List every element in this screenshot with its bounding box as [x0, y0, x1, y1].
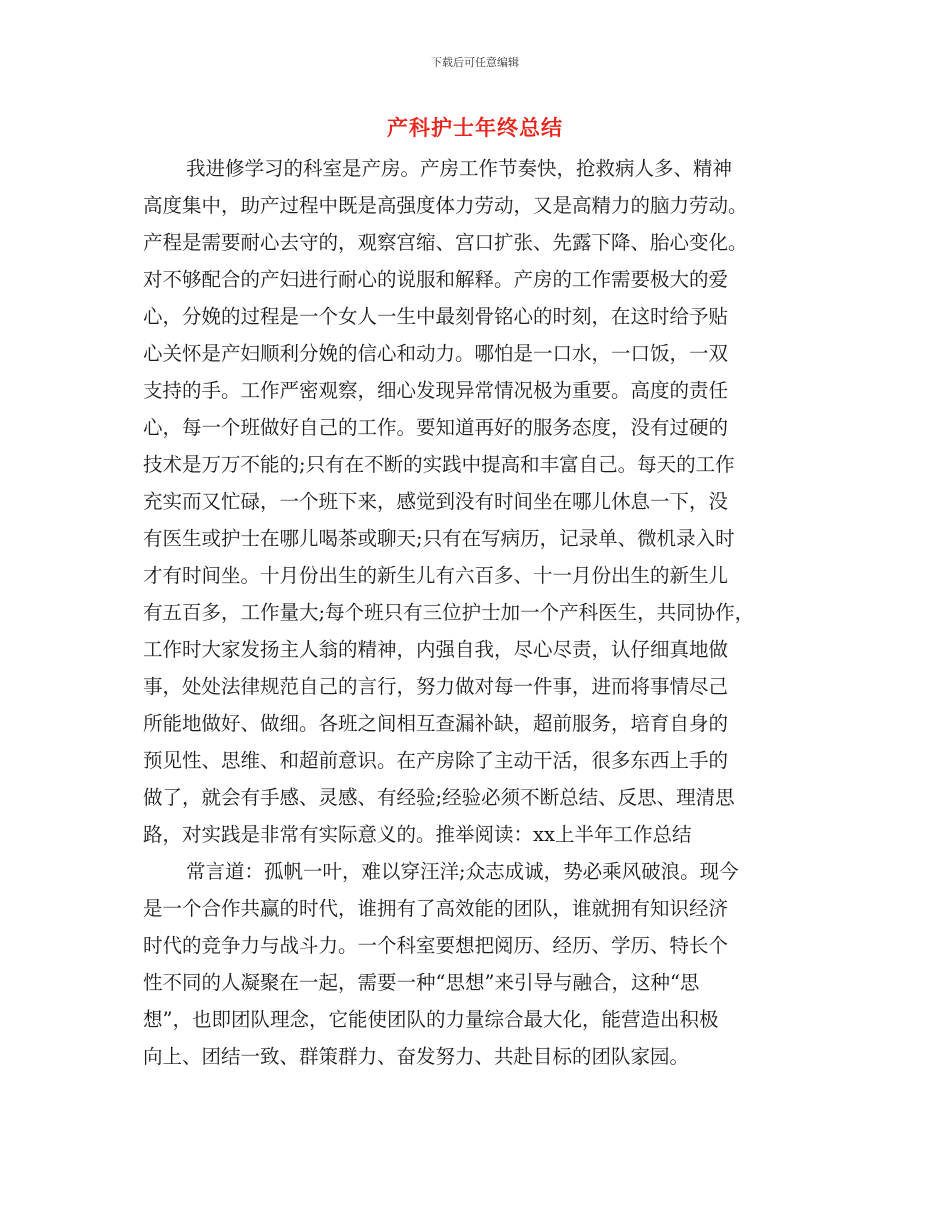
text-line: 时代的竞争力与战斗力。一个科室要想把阅历、经历、学历、特长个 — [143, 934, 729, 957]
text-line: 充实而又忙碌，一个班下来，感觉到没有时间坐在哪儿休息一下，没 — [143, 490, 729, 513]
text-line: 产程是需要耐心去守的，观察宫缩、宫口扩张、先露下降、胎心变化。 — [143, 231, 748, 254]
text-line: 高度集中，助产过程中既是高强度体力劳动，又是高精力的脑力劳动。 — [143, 194, 748, 217]
text-line: 路，对实践是非常有实际意义的。推举阅读：xx上半年工作总结 — [143, 823, 692, 846]
page-header-note: 下载后可任意编辑 — [431, 56, 519, 69]
text-line: 工作时大家发扬主人翁的精神，内强自我，尽心尽责，认仔细真地做 — [143, 638, 729, 661]
text-line: 事，处处法律规范自己的言行，努力做对每一件事，进而将事情尽己 — [143, 675, 729, 698]
text-line: 心关怀是产妇顺利分娩的信心和动力。哪怕是一口水，一口饭，一双 — [143, 342, 729, 365]
text-line: 对不够配合的产妇进行耐心的说服和解释。产房的工作需要极大的爱 — [143, 268, 729, 291]
text-line: 支持的手。工作严密观察，细心发现异常情况极为重要。高度的责任 — [143, 379, 729, 402]
text-line: 做了，就会有手感、灵感、有经验;经验必须不断总结、反思、理清思 — [143, 786, 735, 809]
text-line: 有五百多，工作量大;每个班只有三位护士加一个产科医生，共同协作， — [143, 601, 755, 624]
document-title: 产科护士年终总结 — [387, 115, 563, 140]
text-line: 想”，也即团队理念，它能使团队的力量综合最大化，能营造出积极 — [143, 1008, 719, 1031]
text-line: 才有时间坐。十月份出生的新生儿有六百多、十一月份出生的新生儿 — [143, 564, 729, 587]
text-line: 性不同的人凝聚在一起，需要一种“思想”来引导与融合，这种“思 — [143, 971, 700, 994]
text-line: 是一个合作共赢的时代，谁拥有了高效能的团队，谁就拥有知识经济 — [143, 897, 729, 920]
text-line: 预见性、思维、和超前意识。在产房除了主动干活，很多东西上手的 — [143, 749, 729, 772]
text-line: 所能地做好、做细。各班之间相互查漏补缺，超前服务，培育自身的 — [143, 712, 729, 735]
text-line: 有医生或护士在哪儿喝茶或聊天;只有在写病历，记录单、微机录入时 — [143, 527, 735, 550]
text-line: 向上、团结一致、群策群力、奋发努力、共赴目标的团队家园。 — [143, 1045, 690, 1068]
text-line: 常言道：孤帆一叶，难以穿汪洋;众志成诚，势必乘风破浪。现今 — [186, 860, 739, 883]
text-line: 心，每一个班做好自己的工作。要知道再好的服务态度，没有过硬的 — [143, 416, 729, 439]
text-line: 我进修学习的科室是产房。产房工作节奏快，抢救病人多、精神 — [186, 157, 733, 180]
text-line: 技术是万万不能的;只有在不断的实践中提高和丰富自己。每天的工作 — [143, 453, 735, 476]
text-line: 心，分娩的过程是一个女人一生中最刻骨铭心的时刻，在这时给予贴 — [143, 305, 729, 328]
